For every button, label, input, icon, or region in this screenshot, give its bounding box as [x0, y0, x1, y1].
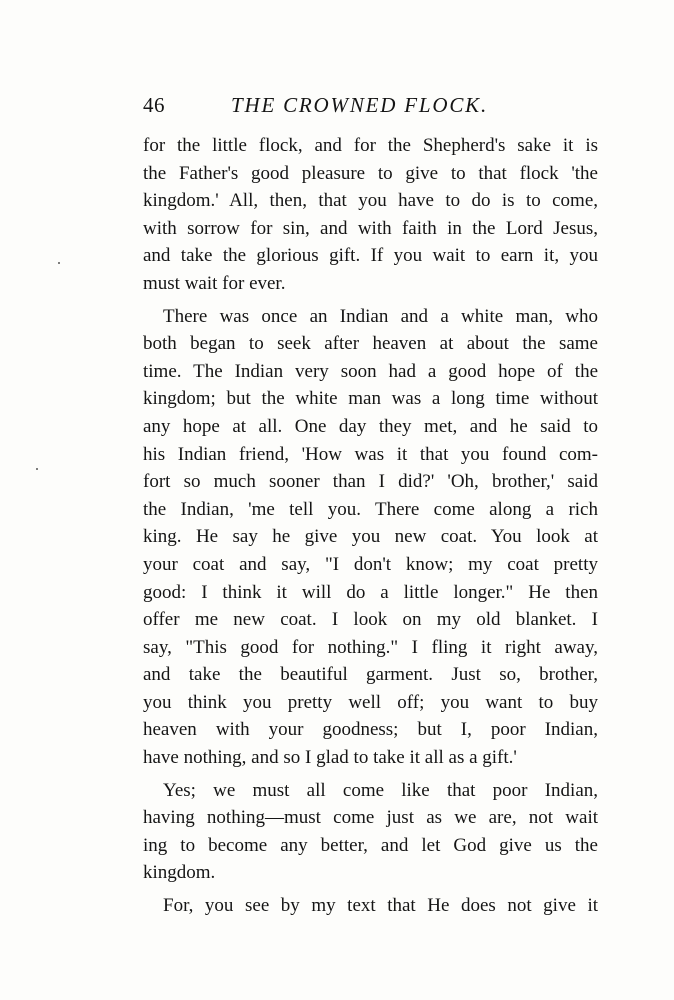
page-number: 46: [143, 93, 165, 117]
text-line: and take the beautiful garment. Just so, brother,: [143, 664, 598, 686]
text-line: any hope at all. One day they met, and he said to: [143, 415, 598, 437]
text-line: For, you see by my text that He does not give it: [163, 895, 598, 917]
text-line: There was once an Indian and a white man, who: [163, 305, 598, 327]
text-line: ing to become any better, and let God give us the: [143, 834, 598, 856]
text-line: king. He say he give you new coat. You look at: [143, 526, 598, 548]
text-line: with sorrow for sin, and with faith in the Lord Jesus,: [143, 217, 598, 239]
text-line: kingdom.' All, then, that you have to do is to come,: [143, 190, 598, 212]
text-line: you think you pretty well off; you want to buy: [143, 691, 598, 713]
text-line: heaven with your goodness; but I, poor Indian,: [143, 719, 598, 741]
text-line: Yes; we must all come like that poor Indian,: [163, 779, 598, 801]
running-title: THE CROWNED FLOCK.: [231, 93, 489, 117]
text-line: having nothing—must come just as we are, not wait: [143, 807, 598, 829]
text-line: good: I think it will do a little longer." He then: [143, 581, 598, 603]
text-line: your coat and say, "I don't know; my coat pretty: [143, 553, 598, 575]
text-line: kingdom.: [143, 862, 216, 884]
text-line: say, "This good for nothing." I fling it right away,: [143, 636, 598, 658]
text-line: have nothing, and so I glad to take it all as a gift.': [143, 747, 517, 769]
text-line: and take the glorious gift. If you wait to earn it, you: [143, 245, 598, 267]
text-line: both began to seek after heaven at about the same: [143, 333, 598, 355]
text-line: the Indian, 'me tell you. There come along a rich: [143, 498, 598, 520]
text-line: offer me new coat. I look on my old blanket. I: [143, 609, 598, 631]
body-text: [143, 132, 598, 920]
text-line: fort so much sooner than I did?' 'Oh, brother,' said: [143, 471, 598, 493]
text-line: for the little flock, and for the Shepherd's sake it is: [143, 135, 598, 156]
text-line: time. The Indian very soon had a good hope of the: [143, 360, 598, 382]
margin-speck: [58, 262, 60, 264]
text-line: kingdom; but the white man was a long time without: [143, 388, 598, 410]
margin-speck: [36, 468, 38, 470]
text-line: his Indian friend, 'How was it that you found com-: [143, 443, 598, 465]
running-head: [143, 90, 598, 120]
text-line: must wait for ever.: [143, 272, 286, 294]
text-line: the Father's good pleasure to give to that flock 'the: [143, 162, 598, 184]
